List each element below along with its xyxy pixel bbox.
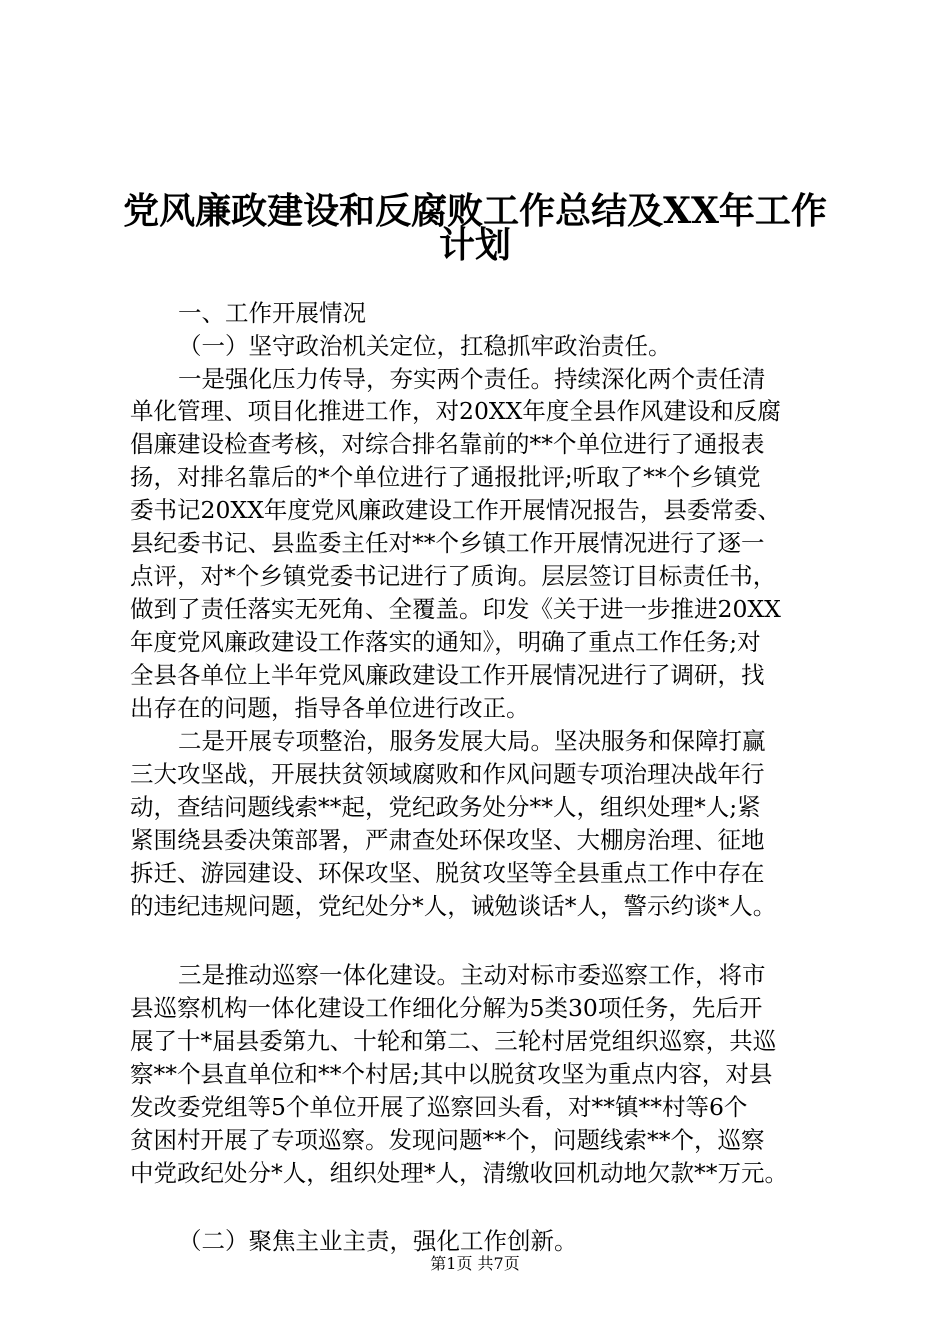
paragraph-line: 出存在的问题，指导各单位进行改正。 [130,694,530,722]
paragraph-line: 三是推动巡察一体化建设。主动对标市委巡察工作，将市 [178,961,766,989]
paragraph-line: 年度党风廉政建设工作落实的通知》，明确了重点工作任务;对 [130,628,761,656]
section-heading: 一、工作开展情况 [178,299,366,327]
paragraph-line: 倡廉建设检查考核，对综合排名靠前的**个单位进行了通报表 [130,430,765,458]
document-title-line-1: 党风廉政建设和反腐败工作总结及XX年工作 [123,190,827,232]
paragraph-line: 的违纪违规问题，党纪处分*人，诫勉谈话*人，警示约谈*人。 [130,892,777,920]
subsection-heading: （一）坚守政治机关定位，扛稳抓牢政治责任。 [178,332,672,360]
paragraph-line: 一是强化压力传导，夯实两个责任。持续深化两个责任清 [178,365,766,393]
paragraph-line: 拆迁、游园建设、环保攻坚、脱贫攻坚等全县重点工作中存在 [130,859,765,887]
paragraph-line: 发改委党组等5个单位开展了巡察回头看，对**镇**村等6个 [130,1093,748,1121]
paragraph-line: 单化管理、项目化推进工作，对20XX年度全县作风建设和反腐 [130,397,781,425]
paragraph-line: 全县各单位上半年党风廉政建设工作开展情况进行了调研，找 [130,661,765,689]
subsection-heading-2: （二）聚焦主业主责，强化工作创新。 [178,1227,578,1255]
paragraph-line: 察**个县直单位和**个村居;其中以脱贫攻坚为重点内容，对县 [130,1060,773,1088]
paragraph-line: 委书记20XX年度党风廉政建设工作开展情况报告，县委常委、 [130,496,781,524]
paragraph-line: 点评，对*个乡镇党委书记进行了质询。层层签订目标责任书， [130,562,777,590]
paragraph-line: 紧围绕县委决策部署，严肃查处环保攻坚、大棚房治理、征地 [130,826,765,854]
paragraph-line: 动，查结问题线索**起，党纪政务处分**人，组织处理*人;紧 [130,793,761,821]
page-number-footer: 第1页 共7页 [430,1254,520,1273]
paragraph-line: 做到了责任落实无死角、全覆盖。印发《关于进一步推进20XX [130,595,781,623]
paragraph-line: 贫困村开展了专项巡察。发现问题**个，问题线索**个，巡察 [130,1126,765,1154]
paragraph-line: 三大攻坚战，开展扶贫领域腐败和作风问题专项治理决战年行 [130,760,765,788]
paragraph-line: 扬，对排名靠后的*个单位进行了通报批评;听取了**个乡镇党 [130,463,761,491]
paragraph-line: 二是开展专项整治，服务发展大局。坚决服务和保障打赢 [178,727,766,755]
document-title-line-2: 计划 [438,224,511,266]
paragraph-line: 县纪委书记、县监委主任对**个乡镇工作开展情况进行了逐一 [130,529,765,557]
paragraph-line: 县巡察机构一体化建设工作细化分解为5类30项任务，先后开 [130,994,763,1022]
paragraph-line: 展了十*届县委第九、十轮和第二、三轮村居党组织巡察，共巡 [130,1027,777,1055]
paragraph-line: 中党政纪处分*人，组织处理*人，清缴收回机动地欠款**万元。 [130,1159,788,1187]
